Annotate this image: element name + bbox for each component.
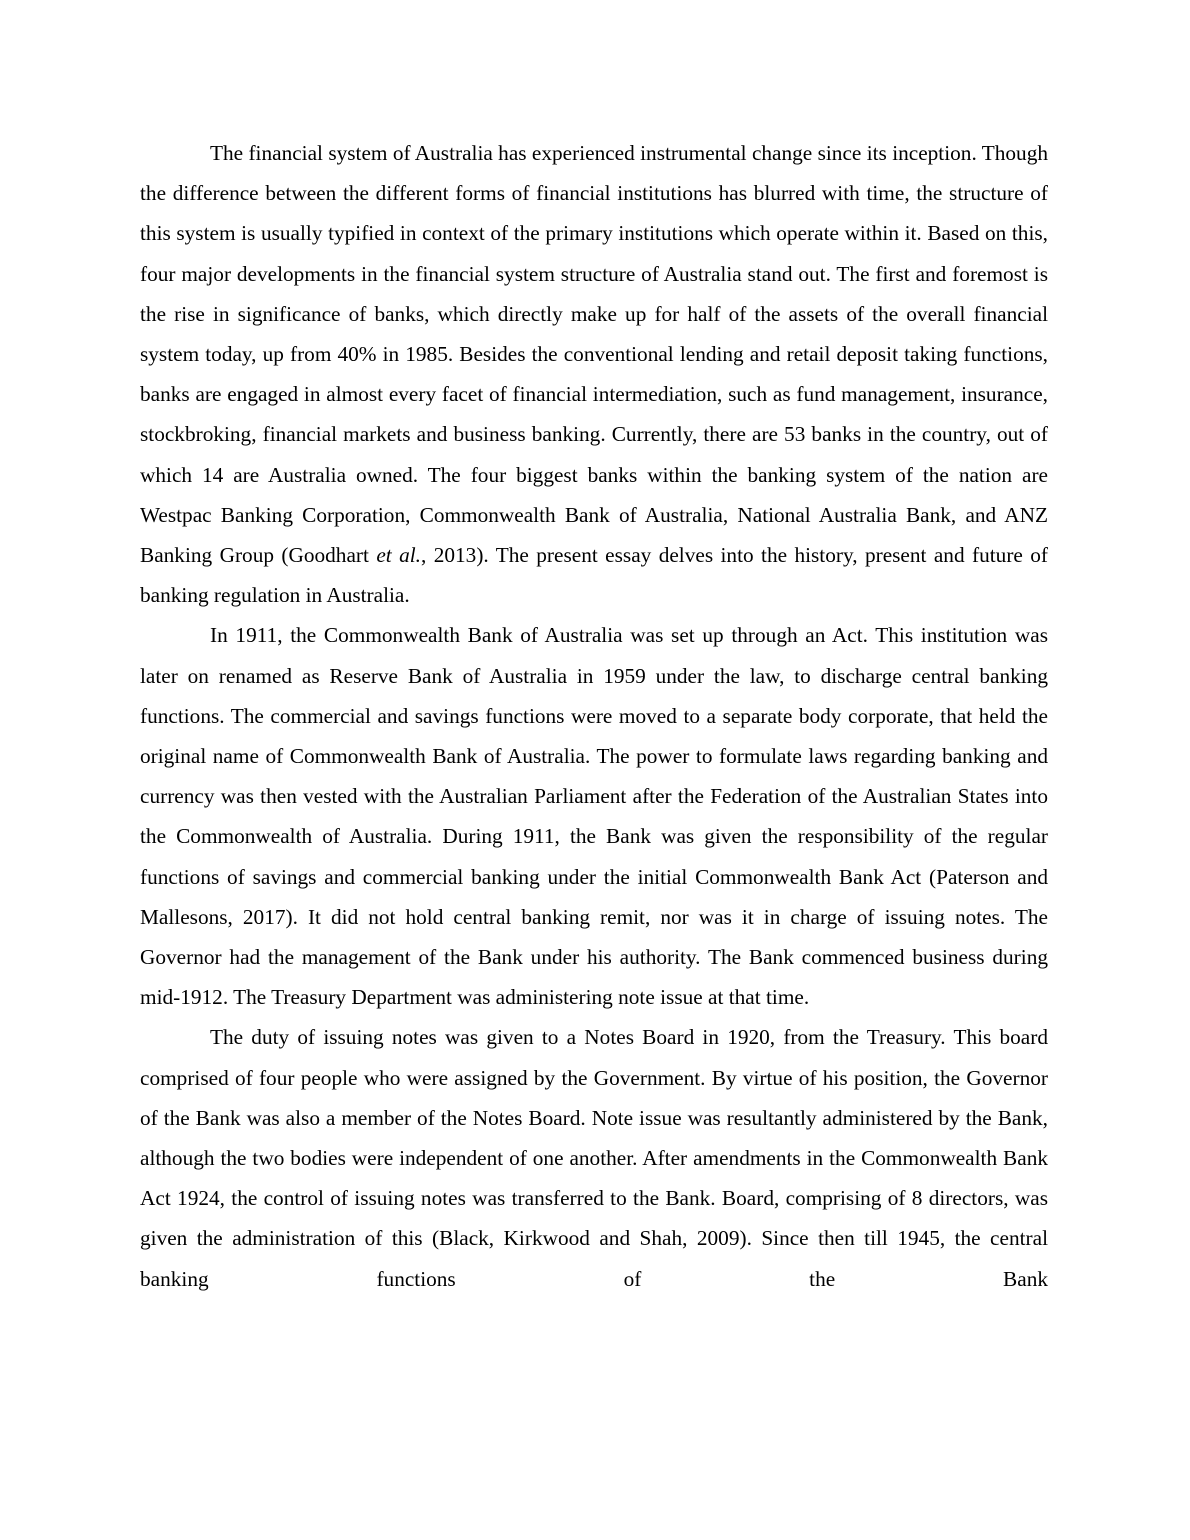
paragraph-1	[140, 133, 1048, 615]
paragraph-3: The duty of issuing notes was given to a Notes Board in 1920, from the Treasury. This board comprised of four people who were assigned by the Government. By virtue of his position, the Governor of the Bank was also a member of the Notes Board. Note issue was resultantly administered by the Bank, although the two bodies were independent of one another. After amendments in the Commonwealth Bank Act 1924, the control of issuing notes was transferred to the Bank. Board, comprising of 8 directors, was given the administration of this (Black, Kirkwood and Shah, 2009). Since then till 1945, the central banking functions of the Bank	[140, 1025, 1048, 1291]
paragraph-2: In 1911, the Commonwealth Bank of Australia was set up through an Act. This institution was later on renamed as Reserve Bank of Australia in 1959 under the law, to discharge central banking functions. The commercial and savings functions were moved to a separate body corporate, that held the original name of Commonwealth Bank of Australia. The power to formulate laws regarding banking and currency was then vested with the Australian Parliament after the Federation of the Australian States into the Commonwealth of Australia. During 1911, the Bank was given the responsibility of the regular functions of savings and commercial banking under the initial Commonwealth Bank Act (Paterson and Mallesons, 2017). It did not hold central banking remit, nor was it in charge of issuing notes. The Governor had the management of the Bank under his authority. The Bank commenced business during mid-1912. The Treasury Department was administering note issue at that time.	[140, 623, 1048, 1010]
paragraph-1-citation-italic: et al.	[376, 543, 421, 568]
document-body	[140, 133, 1048, 1299]
paragraph-1-text-after-citation: , 2013). The present essay delves into the history, present and future of banking regulation in Australia.	[140, 543, 1048, 608]
paragraph-1-text-before-citation: The financial system of Australia has experienced instrumental change since its inception. Though the difference between the different forms of financial institutions has blurred with time, the structure of this system is usually typified in context of the primary institutions which operate within it. Based on this, four major developments in the financial system structure of Australia stand out. The first and foremost is the rise in significance of banks, which directly make up for half of the assets of the overall financial system today, up from 40% in 1985. Besides the conventional lending and retail deposit taking functions, banks are engaged in almost every facet of financial intermediation, such as fund management, insurance, stockbroking, financial markets and business banking. Currently, there are 53 banks in the country, out of which 14 are Australia owned. The four biggest banks within the banking system of the nation are Westpac Banking Corporation, Commonwealth Bank of Australia, National Australia Bank, and ANZ Banking Group (Goodhart	[140, 141, 1048, 568]
